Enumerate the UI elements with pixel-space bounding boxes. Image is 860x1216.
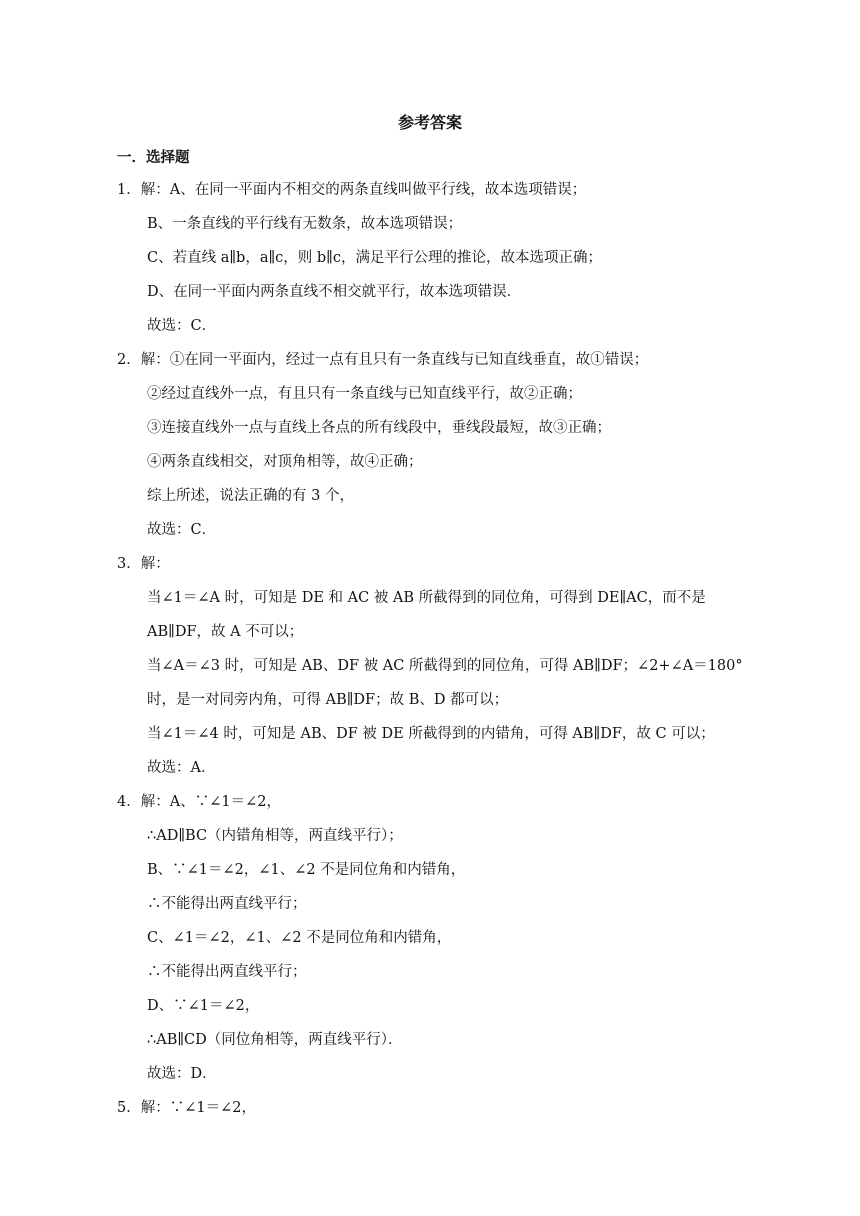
answer-line: B、一条直线的平行线有无数条，故本选项错误； bbox=[147, 216, 463, 232]
answer-line: ∴不能得出两直线平行； bbox=[147, 896, 307, 912]
answer-line: 4．解：A、∵∠1＝∠2， bbox=[117, 794, 281, 810]
answer-line: C、若直线 a∥b，a∥c，则 b∥c，满足平行公理的推论，故本选项正确； bbox=[147, 250, 602, 266]
answer-line: 5．解：∵∠1＝∠2， bbox=[117, 1100, 256, 1116]
answer-line: ∴AD∥BC（内错角相等，两直线平行）； bbox=[147, 828, 403, 844]
answer-line: 当∠A＝∠3 时，可知是 AB、DF 被 AC 所截得到的同位角，可得 AB∥DF；∠2+∠A＝180° bbox=[147, 658, 743, 674]
answer-line: B、∵∠1＝∠2，∠1、∠2 不是同位角和内错角， bbox=[147, 862, 466, 878]
answer-line: ∴不能得出两直线平行； bbox=[147, 964, 307, 980]
answer-line: ④两条直线相交，对顶角相等，故④正确； bbox=[147, 454, 423, 470]
answer-line: 当∠1＝∠4 时，可知是 AB、DF 被 DE 所截得到的内错角，可得 AB∥DF，故 C 可以； bbox=[147, 726, 715, 742]
answer-line: 故选：C． bbox=[147, 318, 217, 334]
page-title: 参考答案 bbox=[397, 113, 462, 132]
answer-line: 综上所述，说法正确的有 3 个， bbox=[147, 488, 354, 504]
answer-line: 故选：C． bbox=[147, 522, 217, 538]
answer-line: AB∥DF，故 A 不可以； bbox=[147, 624, 304, 640]
answer-line: 时，是一对同旁内角，可得 AB∥DF；故 B、D 都可以； bbox=[147, 692, 509, 708]
answer-line: D、在同一平面内两条直线不相交就平行，故本选项错误． bbox=[147, 284, 522, 300]
answer-line: D、∵∠1＝∠2， bbox=[147, 998, 260, 1014]
answer-line: 3．解： bbox=[117, 556, 170, 572]
answer-line: 故选：D． bbox=[147, 1066, 217, 1082]
answer-line: 2．解：①在同一平面内，经过一点有且只有一条直线与已知直线垂直，故①错误； bbox=[117, 352, 649, 368]
answer-line: ∴AB∥CD（同位角相等，两直线平行）． bbox=[147, 1032, 403, 1048]
answer-line: 故选：A． bbox=[147, 760, 216, 776]
answer-line: 当∠1＝∠A 时，可知是 DE 和 AC 被 AB 所截得到的同位角，可得到 DE∥AC，而不是 bbox=[147, 590, 706, 606]
answer-line: ③连接直线外一点与直线上各点的所有线段中，垂线段最短，故③正确； bbox=[147, 420, 611, 436]
section-heading: 一．选择题 bbox=[117, 150, 190, 166]
answer-line: ②经过直线外一点，有且只有一条直线与已知直线平行，故②正确； bbox=[147, 386, 582, 402]
answer-line: 1．解：A、在同一平面内不相交的两条直线叫做平行线，故本选项错误； bbox=[117, 182, 587, 198]
answer-line: C、∠1＝∠2，∠1、∠2 不是同位角和内错角， bbox=[147, 930, 452, 946]
